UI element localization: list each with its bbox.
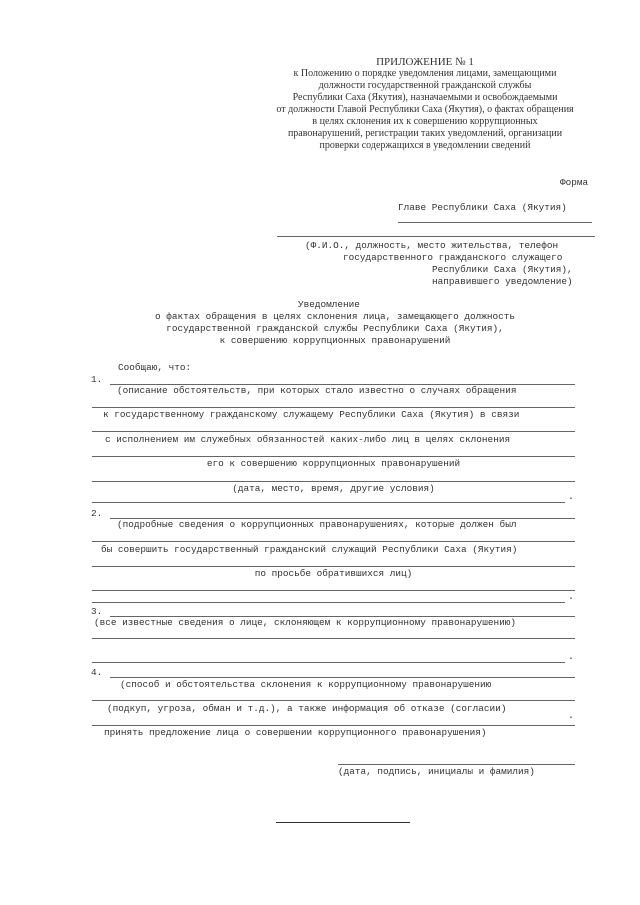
entry-line[interactable] <box>92 541 575 542</box>
entry-line[interactable] <box>92 407 575 408</box>
footer-rule <box>276 822 410 823</box>
field-hint: бы совершить государственный гражданский служащий Республики Саха (Якутия) <box>101 544 518 555</box>
addressee-caption: направившего уведомление) <box>432 276 573 287</box>
header-line: правонарушений, регистрации таких уведомлений, организации <box>287 128 563 139</box>
entry-line[interactable] <box>92 502 565 503</box>
notice-subtitle: о фактах обращения в целях склонения лица, замещающего должность <box>154 311 516 322</box>
entry-line[interactable] <box>92 590 575 591</box>
entry-line[interactable] <box>92 725 575 726</box>
addressee-caption: (Ф.И.О., должность, место жительства, телефон <box>305 240 559 251</box>
form-label: Форма <box>560 177 589 188</box>
section-number: 1. <box>91 374 103 385</box>
entry-line[interactable] <box>92 638 575 639</box>
notice-subtitle: к совершению коррупционных правонарушений <box>219 335 451 346</box>
field-hint: его к совершению коррупционных правонарушений <box>206 458 461 469</box>
notice-subtitle: государственной гражданской службы Республики Саха (Якутия), <box>166 323 504 334</box>
entry-line[interactable] <box>92 481 575 482</box>
field-hint: к государственному гражданскому служащему Республики Саха (Якутия) в связи <box>103 409 520 420</box>
addressee-caption: государственного гражданского служащего <box>343 252 563 263</box>
header-line: Республики Саха (Якутия), назначаемыми и освобождаемыми <box>292 92 558 103</box>
field-hint: принять предложение лица о совершении коррупционного правонарушения) <box>104 727 487 738</box>
addressee-line[interactable] <box>277 236 595 237</box>
appendix-header <box>260 56 590 152</box>
section-number: 4. <box>91 667 103 678</box>
entry-line[interactable] <box>92 662 565 663</box>
addressee-caption: Республики Саха (Якутия), <box>432 264 573 275</box>
field-hint: (описание обстоятельств, при которых стало известно о случаях обращения <box>117 385 517 396</box>
header-line: должности государственной гражданской службы <box>318 80 532 91</box>
header-line: от должности Главой Республики Саха (Якутия), о фактах обращения <box>276 104 574 115</box>
section-number: 3. <box>91 606 103 617</box>
entry-line[interactable] <box>92 456 575 457</box>
signature-line[interactable] <box>338 764 575 765</box>
field-hint: (подкуп, угроза, обман и т.д.), а также информация об отказе (согласии) <box>107 703 507 714</box>
header-line: проверки содержащихся в уведомлении сведений <box>319 140 531 151</box>
field-hint: с исполнением им служебных обязанностей каких-либо лиц в целях склонения <box>105 434 511 445</box>
line-end-dot: . <box>568 592 575 603</box>
addressee-to: Главе Республики Саха (Якутия) <box>398 202 567 213</box>
notice-title: Уведомление <box>298 299 360 310</box>
field-hint: (дата, место, время, другие условия) <box>232 483 435 494</box>
header-line: в целях склонения их к совершению коррупционных <box>312 116 538 127</box>
entry-line[interactable] <box>92 602 565 603</box>
line-end-dot: . <box>568 652 575 663</box>
entry-line[interactable] <box>92 700 575 701</box>
signature-caption: (дата, подпись, инициалы и фамилия) <box>338 766 535 777</box>
line-end-dot: . <box>568 492 575 503</box>
appendix-title: ПРИЛОЖЕНИЕ № 1 <box>376 56 474 68</box>
intro-text: Сообщаю, что: <box>118 362 192 373</box>
entry-line[interactable] <box>92 566 575 567</box>
entry-line[interactable] <box>92 431 575 432</box>
addressee-line[interactable] <box>398 222 592 223</box>
header-line: к Положению о порядке уведомления лицами, замещающими <box>293 68 557 79</box>
field-hint: по просьбе обратившихся лиц) <box>254 568 413 579</box>
section-number: 2. <box>91 508 103 519</box>
line-end-dot: . <box>568 711 575 722</box>
field-hint: (все известные сведения о лице, склоняющем к коррупционному правонарушению) <box>94 617 516 628</box>
field-hint: (подробные сведения о коррупционных правонарушениях, которые должен был <box>117 519 517 530</box>
field-hint: (способ и обстоятельства склонения к коррупционному правонарушению <box>120 679 492 690</box>
entry-line[interactable] <box>110 677 575 678</box>
